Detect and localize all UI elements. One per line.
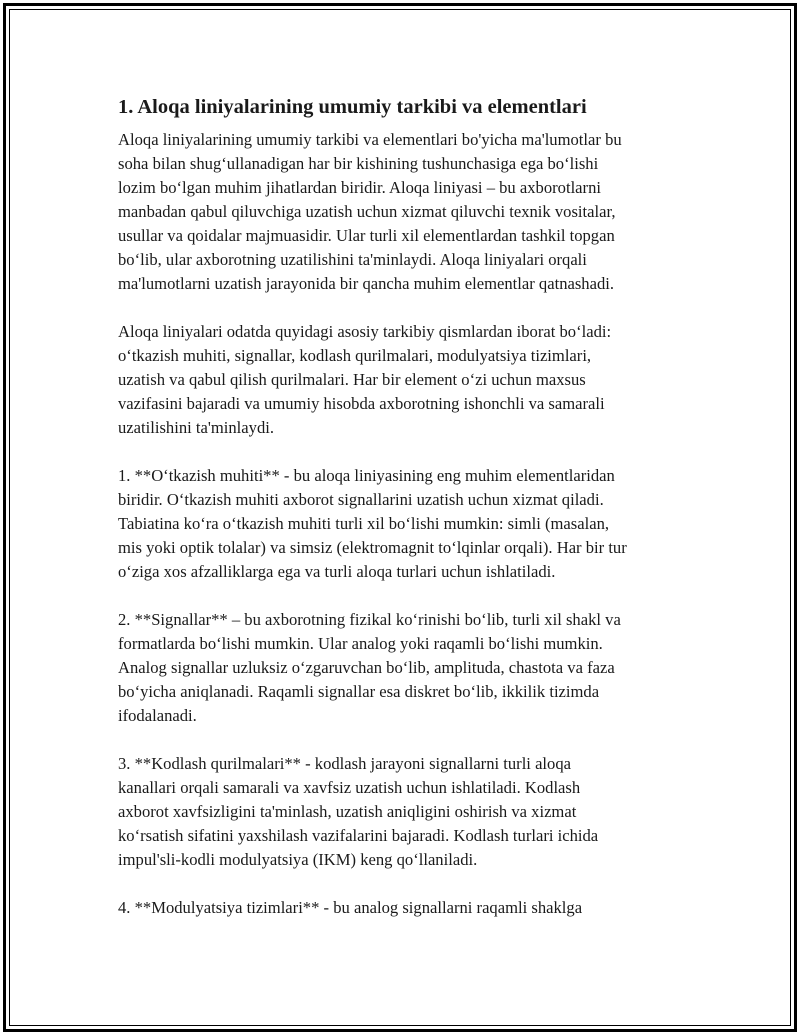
text-line: axborot xavfsizligini ta'minlash, uzatish aniqligini oshirish va xizmat <box>118 802 577 821</box>
text-line: o‘ziga xos afzalliklarga ega va turli aloqa turlari uchun ishlatiladi. <box>118 562 556 581</box>
text-line: ko‘rsatish sifatini yaxshilash vazifalarini bajaradi. Kodlash turlari ichida <box>118 826 599 845</box>
text-line: ifodalanadi. <box>118 706 197 725</box>
text-line: mis yoki optik tolalar) va simsiz (elektromagnit to‘lqinlar orqali). Har bir tur <box>118 538 627 557</box>
text-line: Aloqa liniyalari odatda quyidagi asosiy tarkibiy qismlardan iborat bo‘ladi: <box>118 322 612 341</box>
text-line: manbadan qabul qiluvchiga uzatish uchun xizmat qiluvchi texnik vositalar, <box>118 202 616 221</box>
paragraph-item-1 <box>118 464 698 584</box>
text-line: kanallari orqali samarali va xavfsiz uzatish uchun ishlatiladi. Kodlash <box>118 778 581 797</box>
text-line: biridir. O‘tkazish muhiti axborot signallarini uzatish uchun xizmat qiladi. <box>118 490 604 509</box>
text-line: bo‘lib, ular axborotning uzatilishini ta'minlaydi. Aloqa liniyalari orqali <box>118 250 587 269</box>
text-line: impul'sli-kodli modulyatsiya (IKM) keng qo‘llaniladi. <box>118 850 478 869</box>
text-line: formatlarda bo‘lishi mumkin. Ular analog yoki raqamli bo‘lishi mumkin. <box>118 634 603 653</box>
text-line: lozim bo‘lgan muhim jihatlardan biridir. Aloqa liniyasi – bu axborotlarni <box>118 178 601 197</box>
paragraph-item-4 <box>118 896 698 920</box>
text-line: Analog signallar uzluksiz o‘zgaruvchan bo‘lib, amplituda, chastota va faza <box>118 658 615 677</box>
text-line: Aloqa liniyalarining umumiy tarkibi va elementlari bo'yicha ma'lumotlar bu <box>118 130 622 149</box>
text-line: 2. **Signallar** – bu axborotning fizikal ko‘rinishi bo‘lib, turli xil shakl va <box>118 610 621 629</box>
text-line: o‘tkazish muhiti, signallar, kodlash qurilmalari, modulyatsiya tizimlari, <box>118 346 592 365</box>
text-line: 1. **O‘tkazish muhiti** - bu aloqa liniyasining eng muhim elementlaridan <box>118 466 615 485</box>
text-line: vazifasini bajaradi va umumiy hisobda axborotning ishonchli va samarali <box>118 394 605 413</box>
paragraph-intro <box>118 128 698 296</box>
text-line: 3. **Kodlash qurilmalari** - kodlash jarayoni signallarni turli aloqa <box>118 754 571 773</box>
text-line: usullar va qoidalar majmuasidir. Ular turli xil elementlardan tashkil topgan <box>118 226 615 245</box>
text-line: ma'lumotlarni uzatish jarayonida bir qancha muhim elementlar qatnashadi. <box>118 274 615 293</box>
paragraph-components <box>118 320 698 440</box>
text-line: bo‘yicha aniqlanadi. Raqamli signallar esa diskret bo‘lib, ikkilik tizimda <box>118 682 600 701</box>
text-line: soha bilan shug‘ullanadigan har bir kishining tushunchasiga ega bo‘lishi <box>118 154 599 173</box>
text-line: uzatish va qabul qilish qurilmalari. Har bir element o‘zi uchun maxsus <box>118 370 586 389</box>
text-line: Tabiatina ko‘ra o‘tkazish muhiti turli xil bo‘lishi mumkin: simli (masalan, <box>118 514 610 533</box>
paragraph-item-2 <box>118 608 698 728</box>
text-line: uzatilishini ta'minlaydi. <box>118 418 274 437</box>
text-line: 4. **Modulyatsiya tizimlari** - bu analog signallarni raqamli shaklga <box>118 898 583 917</box>
section-title: 1. Aloqa liniyalarining umumiy tarkibi va elementlari <box>118 96 587 118</box>
paragraph-item-3 <box>118 752 698 872</box>
document-body <box>118 92 698 944</box>
